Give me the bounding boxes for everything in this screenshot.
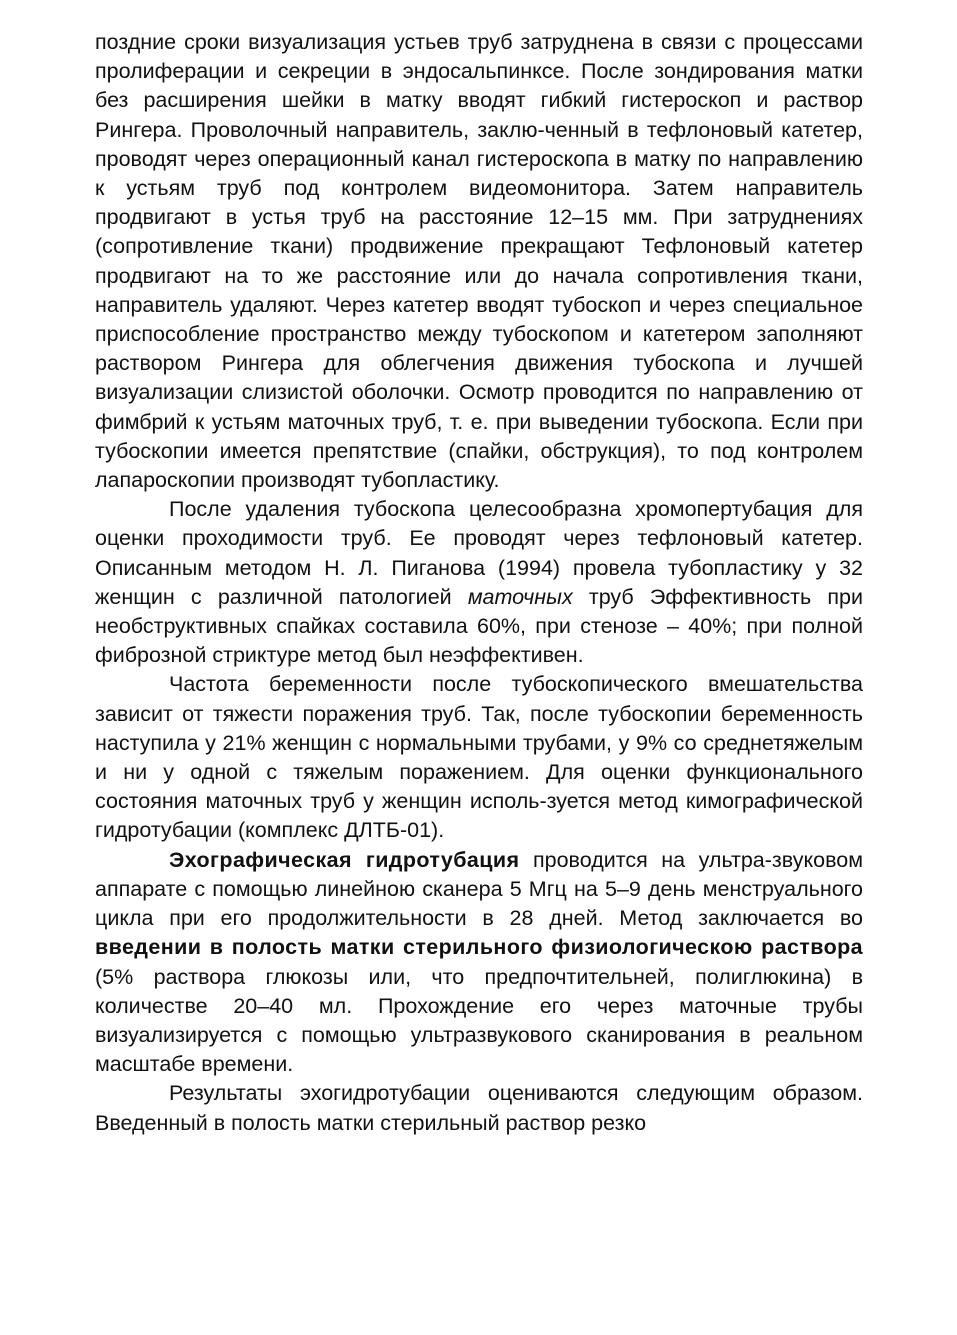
bold-emphasis: введении в полость матки стерильного физиологическою раствора [95,935,863,960]
paragraph-text: труб Эффективность при необструктивных спайках составила 60%, при стенозе – 40%; при полной фиброзной стриктуре метод был неэффективен. [95,584,863,668]
paragraph-results: Результаты эхогидротубации оцениваются следующим образом. Введенный в полость матки стерильный раствор резко [95,1081,863,1135]
paragraph-pregnancy-rate: Частота беременности после тубоскопического вмешательства зависит от тяжести поражения труб. Так, после тубоскопии беременность наступила у 21% женщин с нормальными трубами, у 9% со среднетяжелым и ни у одной с тяжелым поражением. Для оценки функционального состояния маточных труб у женщин исполь-зуется метод кимографической гидротубации (комплекс ДЛТБ-01). [95,672,863,843]
document-page [95,28,863,1138]
paragraph-text: После удаления тубоскопа целесообразна хромопертубация для оценки проходимости труб. Ее проводят через тефлоновый катетер. Описанным методом Н. Л. Пиганова (1994) провела тубопластику у 32 женщин с различной патологией [95,497,863,609]
paragraph-chromopertubation [95,495,863,670]
italic-term: маточных [467,584,573,609]
paragraph-tuboscopy-procedure: поздние сроки визуализация устьев труб затруднена в связи с процессами пролиферации и секреции в эндосальпинксе. После зондирования матки без расширения шейки в матку вводят гибкий гистероскоп и раствор Рингера. Проволочный направитель, заклю-ченный в тефлоновый катетер, проводят через операционный канал гистероскопа в матку по направлению к устьям труб под контролем видеомонитора. Затем направитель продвигают в устья труб на расстояние 12–15 мм. При затруднениях (сопротивление ткани) продвижение прекращают Тефлоновый катетер продвигают на то же расстояние или до начала сопротивления ткани, направитель удаляют. Через катетер вводят тубоскоп и через специальное приспособление пространство между тубоскопом и катетером заполняют раствором Рингера для облегчения движения тубоскопа и лучшей визуализации слизистой оболочки. Осмотр проводится по направлению от фимбрий к устьям маточных труб, т. е. при выведении тубоскопа. Если при тубоскопии имеется препятствие (спайки, обструкция), то под контролем лапароскопии производят тубопластику. [95,30,863,493]
bold-heading-term: Эхографическая гидротубация [169,847,520,872]
paragraph-text: (5% раствора глюкозы или, что предпочтительней, полиглюкина) в количестве 20–40 мл. Прохождение его через маточные трубы визуализируется с помощью ультразвукового сканирования в реальном масштабе времени. [95,964,863,1077]
paragraph-text: проводится на ультра-звуковом аппарате с помощью линейною сканера 5 Мгц на 5–9 день менструального цикла при его продолжительности в 28 дней. Метод заключается во [95,847,863,931]
paragraph-echographic-hydrotubation [95,846,863,1080]
